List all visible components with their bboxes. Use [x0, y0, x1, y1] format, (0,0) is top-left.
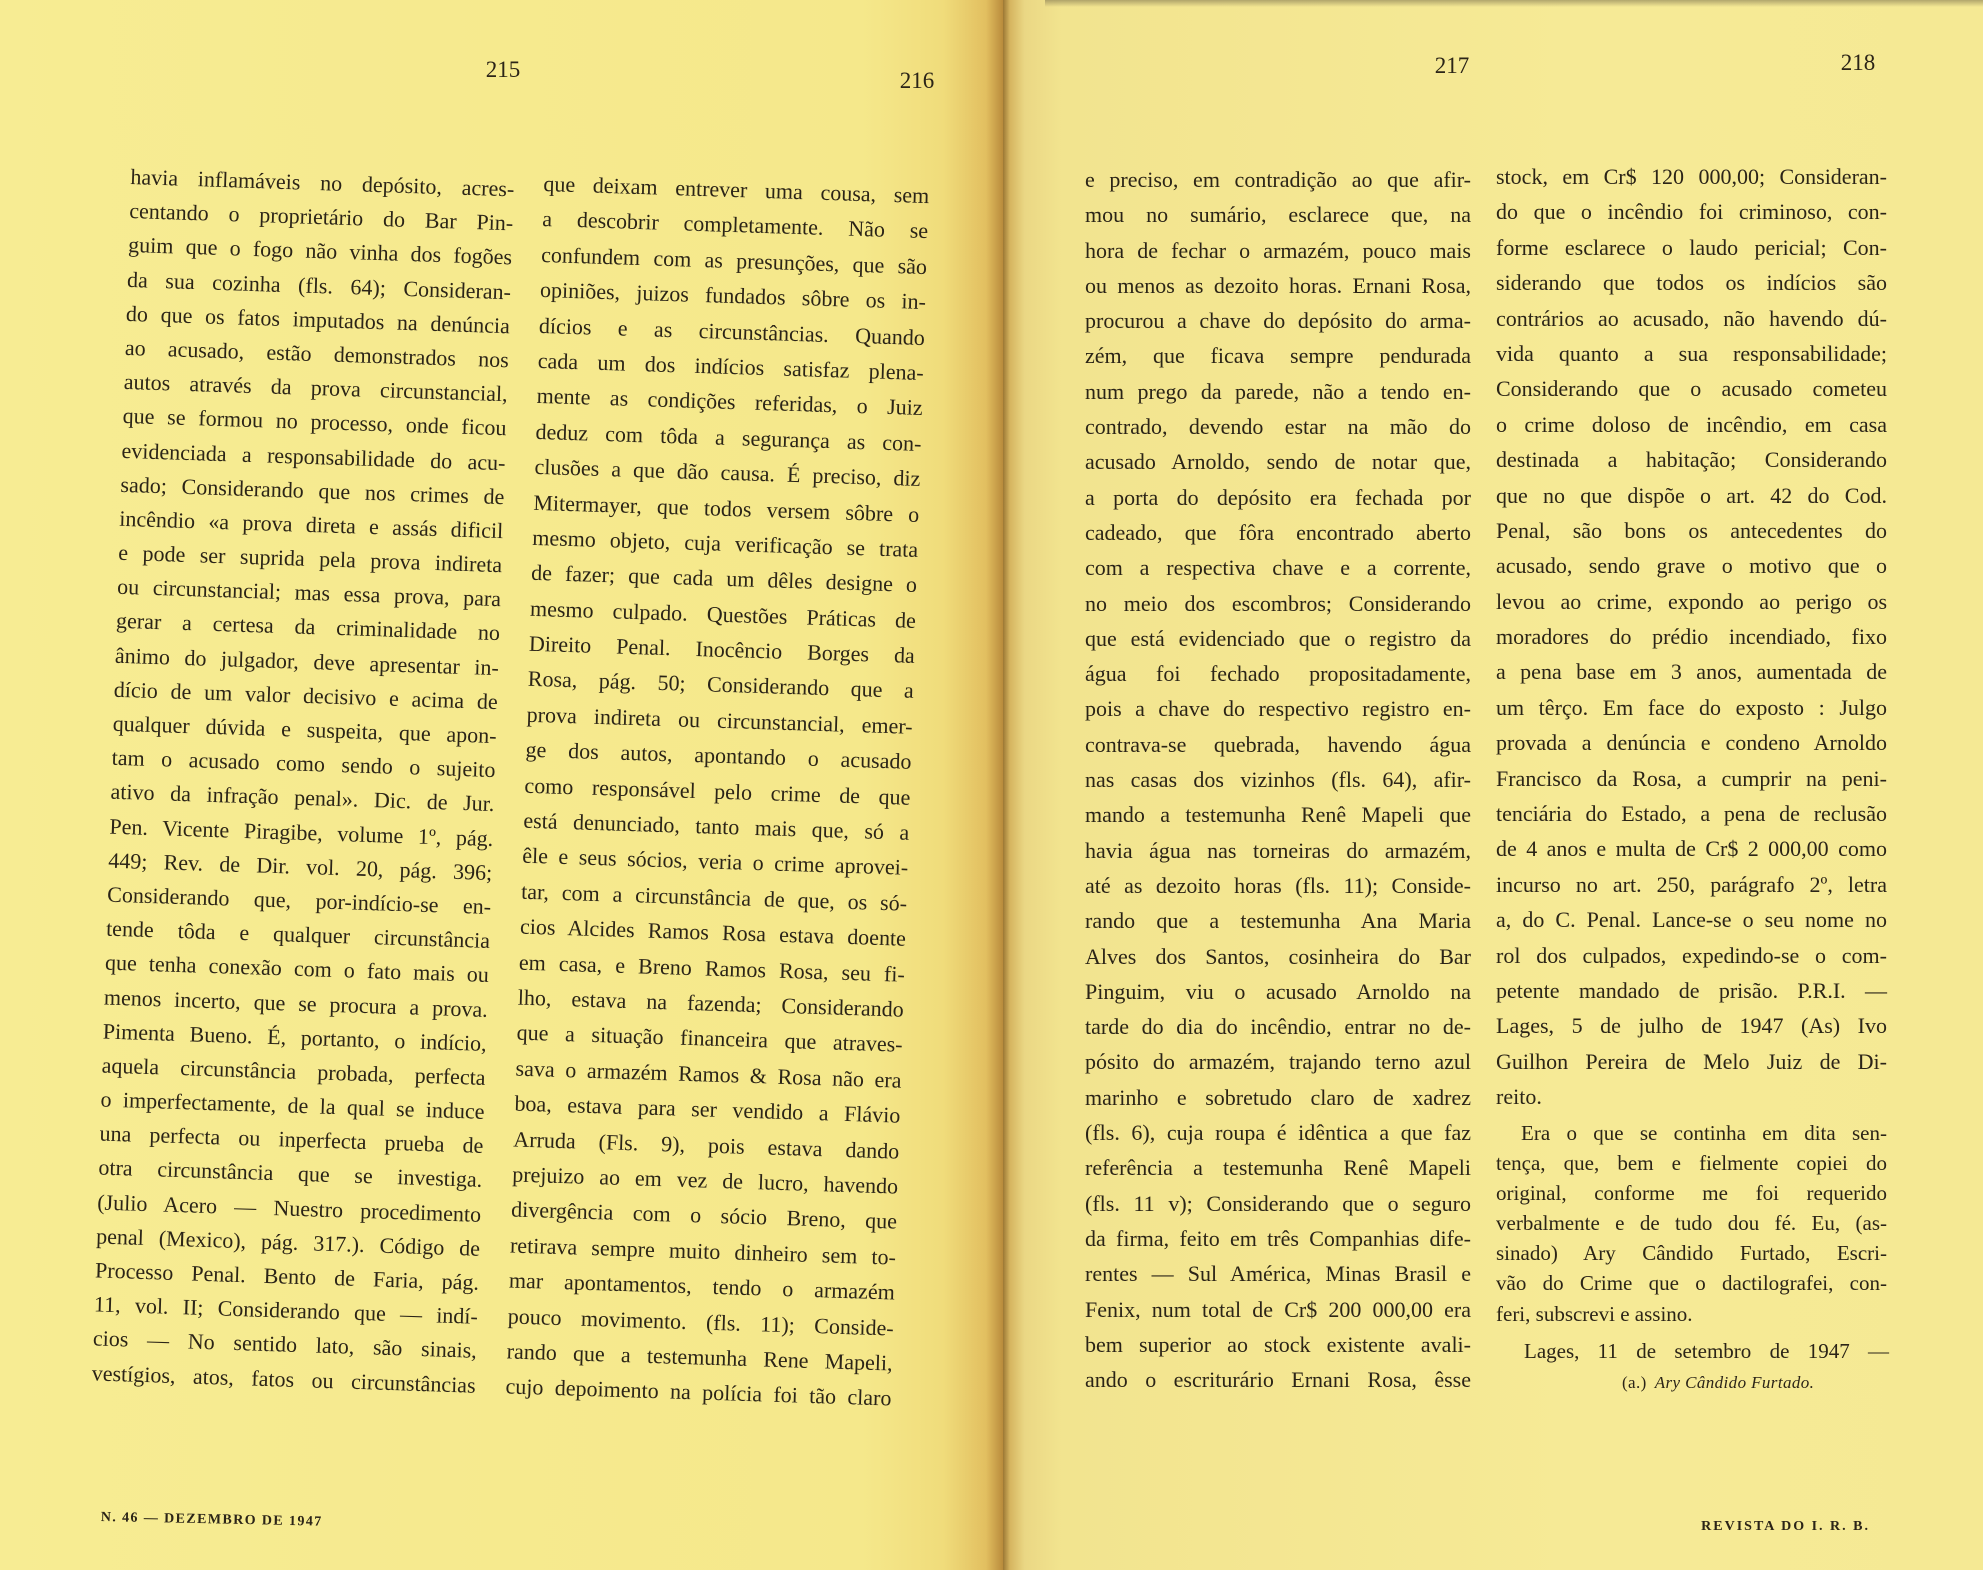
text-line: ou circunstancial; mas essa prova, para: [116, 574, 502, 612]
text-line: o imperfectamente, de la qual se induce: [100, 1086, 485, 1124]
text-line: Considerando que, por-indício-se en-: [106, 881, 492, 919]
text-line: vestígios, atos, fatos ou circunstâncias: [91, 1359, 477, 1398]
text-line: nas casas dos vizinhos (fls. 64), afir-: [1085, 767, 1471, 793]
text-line: rando que a testemunha Rene Mapeli,: [506, 1338, 893, 1376]
text-line: a pena base em 3 anos, aumentada de: [1496, 659, 1887, 685]
text-line: Lages, 5 de julho de 1947 (As) Ivo: [1496, 1013, 1887, 1039]
signature-prefix: (a.): [1622, 1373, 1647, 1392]
text-column-3: [1085, 162, 1471, 1397]
page-edge-shadow: [1045, 0, 1983, 7]
text-line: retirava sempre muito dinheiro sem to-: [509, 1232, 897, 1270]
text-line: lho, estava na fazenda; Considerando: [517, 984, 905, 1022]
text-line: clusões a que dão causa. É preciso, diz: [534, 453, 921, 492]
text-line: prejuizo ao em vez de lucro, havendo: [511, 1161, 899, 1199]
text-line: (fls. 11 v); Considerando que o seguro: [1085, 1190, 1471, 1216]
text-line: cadeado, que fôra encontrado aberto: [1085, 519, 1471, 545]
text-column-2: [505, 166, 930, 1416]
text-line: prova indireta ou circunstancial, emer-: [526, 701, 913, 739]
text-line: que se formou no processo, onde ficou: [122, 403, 507, 441]
text-line: dícios e as circunstâncias. Quando: [538, 312, 926, 350]
text-line: até as dezoito horas (fls. 11); Conside-: [1085, 872, 1471, 898]
text-line: aquela circunstância probada, perfecta: [101, 1052, 486, 1090]
text-line: mar apontamentos, tendo o armazém: [508, 1267, 896, 1305]
text-line: cada um dos indícios satisfaz plena-: [537, 347, 925, 385]
text-line: pouco movimento. (fls. 11); Conside-: [507, 1302, 895, 1341]
text-line: êle e seus sócios, veria o crime aprovei-: [521, 843, 909, 881]
date-line: Lages, 11 de setembro de 1947 —: [1524, 1339, 1889, 1363]
text-line: Era o que se continha em dita sen-: [1521, 1121, 1887, 1145]
text-line: provada a denúncia e condeno Arnoldo: [1496, 730, 1887, 756]
text-line: moradores do prédio incendiado, fixo: [1496, 624, 1887, 650]
journal-footer: REVISTA DO I. R. B.: [1701, 1519, 1870, 1534]
text-line: bem superior ao stock existente avali-: [1085, 1331, 1471, 1357]
text-line: que tenha conexão com o fato mais ou: [104, 949, 490, 988]
text-line: gerar a certesa da criminalidade no: [115, 608, 501, 646]
text-line: ando o escriturário Ernani Rosa, êsse: [1085, 1367, 1471, 1393]
text-line: que no que dispõe o art. 42 do Cod.: [1496, 482, 1887, 508]
text-line: cios Alcides Ramos Rosa estava doente: [519, 913, 907, 951]
text-line: está denunciado, tanto mais que, só a: [523, 807, 910, 845]
text-line: Alves dos Santos, cosinheira do Bar: [1085, 943, 1471, 969]
signature-line: [1622, 1370, 1814, 1396]
text-line: qualquer dúvida e suspeita, que apon-: [112, 710, 498, 749]
text-line: sinado) Ary Cândido Furtado, Escri-: [1496, 1241, 1887, 1266]
text-line: ge dos autos, apontando o acusado: [525, 736, 912, 775]
signature-name: Ary Cândido Furtado.: [1654, 1373, 1815, 1392]
text-line: stock, em Cr$ 120 000,00; Consideran-: [1496, 164, 1887, 189]
text-line: vão do Crime que o dactilografei, con-: [1496, 1271, 1887, 1296]
text-line: Guilhon Pereira de Melo Juiz de Di-: [1496, 1048, 1887, 1074]
text-line: havia inflamáveis no depósito, acres-: [130, 163, 515, 202]
text-line: um têrço. Em face do exposto : Julgo: [1496, 694, 1887, 720]
text-line: pois a chave do respectivo registro en-: [1085, 696, 1471, 722]
text-line: Considerando que o acusado cometeu: [1496, 376, 1887, 402]
text-line: rentes — Sul América, Minas Brasil e: [1085, 1261, 1471, 1287]
text-line: Francisco da Rosa, a cumprir na peni-: [1496, 765, 1887, 791]
closing-paragraph: [1496, 1118, 1887, 1329]
text-line: deduz com tôda a segurança as con-: [535, 418, 922, 456]
text-line: Fenix, num total de Cr$ 200 000,00 era: [1085, 1296, 1471, 1322]
text-line: e pode ser suprida pela prova indireta: [117, 539, 503, 578]
text-line: menos incerto, que se procura a prova.: [103, 984, 489, 1022]
text-line: dício de um valor decisivo e acima de: [113, 676, 499, 714]
text-line: Arruda (Fls. 9), pois estava dando: [513, 1126, 900, 1164]
text-line: do que o incêndio foi criminoso, con-: [1496, 199, 1887, 225]
text-line: confundem com as presunções, que são: [540, 241, 928, 279]
text-line: do que os fatos imputados na denúncia: [125, 300, 511, 339]
text-line: levou ao crime, expondo ao perigo os: [1496, 588, 1887, 614]
page-number: 218: [1840, 50, 1876, 75]
text-line: rando que a testemunha Ana Maria: [1085, 908, 1471, 934]
text-line: hora de fechar o armazém, pouco mais: [1085, 237, 1471, 263]
page-number: 216: [899, 68, 935, 93]
text-line: Pen. Vicente Piragibe, volume 1º, pág.: [109, 813, 494, 851]
text-line: água foi fechado propositadamente,: [1085, 661, 1471, 687]
text-line: ou menos as dezoito horas. Ernani Rosa,: [1085, 272, 1471, 298]
text-line: forme esclarece o laudo pericial; Con-: [1496, 234, 1887, 260]
text-line: cios — No sentido lato, são sinais,: [92, 1325, 478, 1364]
text-line: referência a testemunha Renê Mapeli: [1085, 1155, 1471, 1181]
text-line: contrava-se quebrada, havendo água: [1085, 731, 1471, 757]
text-line: rol dos culpados, expedindo-se o com-: [1496, 942, 1887, 968]
text-line: mesmo objeto, cuja verificação se trata: [531, 524, 919, 562]
text-line: procurou a chave do depósito do arma-: [1085, 308, 1471, 334]
text-line: tença, que, bem e fielmente copiei do: [1496, 1151, 1887, 1176]
text-line: sava o armazém Ramos & Rosa não era: [515, 1055, 902, 1093]
text-line: vida quanto a sua responsabilidade;: [1496, 340, 1887, 366]
text-line: tam o acusado como sendo o sujeito: [111, 744, 496, 783]
text-line: feri, subscrevi e assino.: [1496, 1301, 1693, 1326]
text-line: (fls. 6), cuja roupa é idêntica a que faz: [1085, 1120, 1471, 1146]
text-line: evidenciada a responsabilidade do acu-: [121, 437, 506, 475]
text-line: ativo da infração penal». Dic. de Jur.: [110, 779, 495, 817]
text-column-4: [1496, 159, 1887, 1115]
text-line: guim que o fogo não vinha dos fogões: [127, 232, 513, 270]
text-line: havia água nas torneiras do armazém,: [1085, 837, 1471, 863]
text-line: tende tôda e qualquer circunstância: [105, 915, 491, 954]
text-line: no meio dos escombros; Considerando: [1085, 590, 1471, 616]
text-line: marinho e sobretudo claro de xadrez: [1085, 1084, 1471, 1110]
text-line: pósito do armazém, trajando terno azul: [1085, 1049, 1471, 1075]
text-line: incurso no art. 250, parágrafo 2º, letra: [1496, 871, 1887, 897]
text-line: com a respectiva chave e a corrente,: [1085, 555, 1471, 581]
text-line: (Julio Acero — Nuestro procedimento: [96, 1189, 482, 1227]
text-line: que deixam entrever uma cousa, sem: [543, 170, 930, 209]
text-line: Mitermayer, que todos versem sôbre o: [533, 489, 920, 527]
text-line: 449; Rev. de Dir. vol. 20, pág. 396;: [107, 847, 493, 885]
text-line: a descobrir completamente. Não se: [541, 206, 929, 244]
text-line: centando o proprietário do Bar Pin-: [128, 198, 514, 236]
text-line: Pimenta Bueno. É, portanto, o indício,: [102, 1018, 488, 1056]
text-line: zém, que ficava sempre pendurada: [1085, 343, 1471, 369]
text-line: o crime doloso de incêndio, em casa: [1496, 411, 1887, 437]
text-line: em casa, e Breno Ramos Rosa, seu fi-: [518, 949, 906, 987]
text-line: incêndio «a prova direta e assás dificil: [119, 505, 504, 544]
text-line: sado; Considerando que nos crimes de: [120, 471, 505, 509]
text-line: contrado, devendo estar na mão do: [1085, 414, 1471, 440]
text-line: Processo Penal. Bento de Faria, pág.: [94, 1257, 480, 1295]
text-line: tenciária do Estado, a pena de reclusão: [1496, 801, 1887, 827]
text-line: Direito Penal. Inocêncio Borges da: [528, 630, 916, 668]
text-line: num prego da parede, não a tendo en-: [1085, 378, 1471, 404]
text-line: tarde do dia do incêndio, entrar no de-: [1085, 1014, 1471, 1040]
text-line: ao acusado, estão demonstrados nos: [124, 334, 510, 373]
text-line: boa, estava para ser vendido a Flávio: [514, 1090, 901, 1128]
text-line: acusado, sendo grave o motivo que o: [1496, 553, 1887, 579]
text-line: que a situação financeira que atraves-: [516, 1019, 903, 1058]
text-line: Rosa, pág. 50; Considerando que a: [527, 666, 915, 704]
text-line: contrários ao acusado, não havendo dú-: [1496, 305, 1887, 331]
text-line: que está evidenciado que o registro da: [1085, 625, 1471, 651]
text-line: verbalmente e de tudo dou fé. Eu, (as-: [1496, 1211, 1887, 1236]
page-number: 217: [1434, 53, 1470, 78]
text-column-1: [91, 160, 515, 1403]
page-number: 215: [485, 57, 521, 82]
issue-footer: N. 46 — DEZEMBRO DE 1947: [100, 1509, 323, 1530]
text-line: tar, com a circunstância de que, os só-: [520, 878, 908, 916]
text-line: penal (Mexico), pág. 317.). Código de: [95, 1223, 481, 1261]
text-line: petente mandado de prisão. P.R.I. —: [1496, 977, 1887, 1003]
text-line: cujo depoimento na polícia foi tão claro: [505, 1373, 892, 1411]
text-line: da sua cozinha (fls. 64); Consideran-: [126, 266, 512, 304]
text-line: da firma, feito em três Companhias dife-: [1085, 1225, 1471, 1251]
text-line: e preciso, em contradição ao que afir-: [1085, 167, 1471, 192]
text-line: mente as condições referidas, o Juiz: [536, 383, 923, 421]
text-line: como responsável pelo crime de que: [524, 772, 911, 810]
text-line: acusado Arnoldo, sendo de notar que,: [1085, 449, 1471, 475]
text-line: otra circunstância que se investiga.: [98, 1154, 483, 1193]
text-line: una perfecta ou inperfecta prueba de: [99, 1120, 484, 1159]
text-line: Penal, são bons os antecedentes do: [1496, 517, 1887, 543]
text-line: divergência com o sócio Breno, que: [510, 1196, 898, 1234]
text-line: a porta do depósito era fechada por: [1085, 484, 1471, 510]
text-line: mesmo culpado. Questões Práticas de: [529, 595, 917, 633]
text-line: Pinguim, viu o acusado Arnoldo na: [1085, 978, 1471, 1004]
text-line: a, do C. Penal. Lance-se o seu nome no: [1496, 907, 1887, 933]
text-line: original, conforme me foi requerido: [1496, 1181, 1887, 1206]
text-line: reito.: [1496, 1084, 1542, 1110]
text-line: autos através da prova circunstancial,: [123, 369, 509, 407]
text-line: 11, vol. II; Considerando que — indí-: [93, 1291, 479, 1329]
text-line: siderando que todos os indícios são: [1496, 270, 1887, 296]
text-line: de 4 anos e multa de Cr$ 2 000,00 como: [1496, 836, 1887, 862]
text-line: opiniões, juizos fundados sôbre os in-: [539, 277, 927, 315]
text-line: ânimo do julgador, deve apresentar in-: [114, 642, 500, 680]
text-line: mou no sumário, esclarece que, na: [1085, 202, 1471, 228]
text-line: mando a testemunha Renê Mapeli que: [1085, 802, 1471, 828]
text-line: destinada a habitação; Considerando: [1496, 447, 1887, 473]
text-line: de fazer; que cada um dêles designe o: [530, 560, 918, 598]
